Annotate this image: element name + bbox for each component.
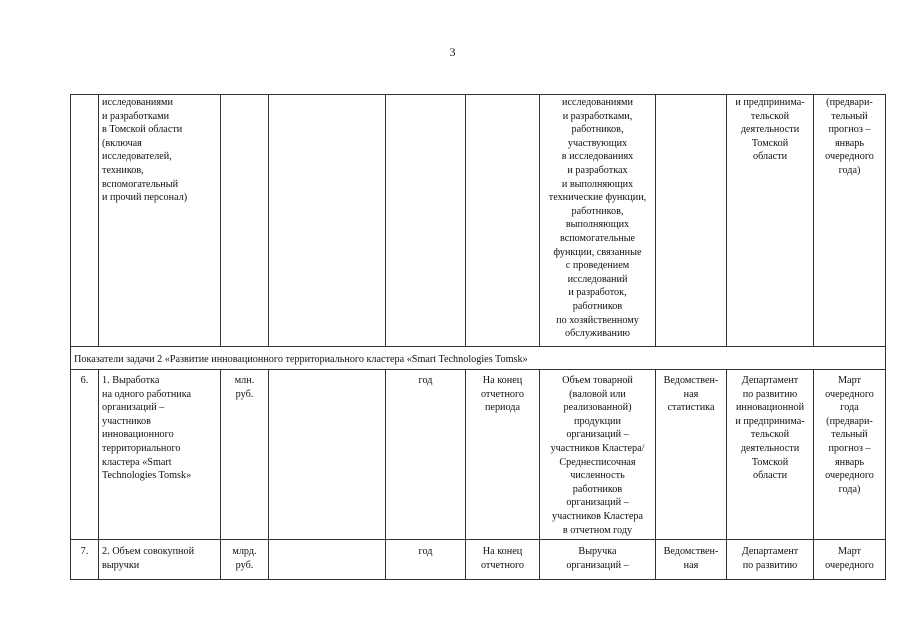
data-source-cell: Ведомствен- ная статистика xyxy=(656,370,727,540)
periodicity-cell: год xyxy=(386,540,466,580)
unit-cell: млн. руб. xyxy=(221,370,269,540)
indicator-name-cell: исследованиями и разработками в Томской области (включая исследователей, техников, вспомогательный и прочий персонал) xyxy=(99,95,221,347)
empty-cell xyxy=(269,95,386,347)
indicator-name-cell: 2. Объем совокупной выручки xyxy=(99,540,221,580)
calculation-method-cell: Объем товарной (валовой или реализованной) продукции организаций – участников Кластера/ Среднесписочная численность работников организаций – участников Кластера в отчетном году xyxy=(540,370,656,540)
data-source-cell: Ведомствен- ная xyxy=(656,540,727,580)
deadline-cell: (предвари- тельный прогноз – январь очередного года) xyxy=(814,95,886,347)
responsible-cell: Департамент по развитию xyxy=(727,540,814,580)
row-number-cell: 7. xyxy=(71,540,99,580)
row-number-cell: 6. xyxy=(71,370,99,540)
data-source-cell xyxy=(656,95,727,347)
calculation-method-cell: исследованиями и разработками, работников, участвующих в исследованиях и разработках и выполняющих технические функции, работников, выполняющих вспомогательные функции, связанные с проведением исследований и разработок, работников по хозяйственному обслуживанию xyxy=(540,95,656,347)
table-row-6 xyxy=(71,370,886,540)
table-row-7 xyxy=(71,540,886,580)
table-row-continuation xyxy=(71,95,886,347)
time-indicator-cell xyxy=(466,95,540,347)
calculation-method-cell: Выручка организаций – xyxy=(540,540,656,580)
unit-cell: млрд. руб. xyxy=(221,540,269,580)
table-row-section xyxy=(71,347,886,370)
deadline-cell: Март очередного xyxy=(814,540,886,580)
indicator-name-cell: 1. Выработка на одного работника организаций – участников инновационного территориального кластера «Smart Technologies Tomsk» xyxy=(99,370,221,540)
periodicity-cell xyxy=(386,95,466,347)
row-number-cell xyxy=(71,95,99,347)
empty-cell xyxy=(269,540,386,580)
deadline-cell: Март очередного года (предвари- тельный прогноз – январь очередного года) xyxy=(814,370,886,540)
empty-cell xyxy=(269,370,386,540)
indicators-table xyxy=(70,94,886,580)
unit-cell xyxy=(221,95,269,347)
page-number: 3 xyxy=(449,45,456,59)
responsible-cell: Департамент по развитию инновационной и предпринима- тельской деятельности Томской области xyxy=(727,370,814,540)
responsible-cell: и предпринима- тельской деятельности Томской области xyxy=(727,95,814,347)
time-indicator-cell: На конец отчетного xyxy=(466,540,540,580)
time-indicator-cell: На конец отчетного периода xyxy=(466,370,540,540)
section-title: Показатели задачи 2 «Развитие инновационного территориального кластера «Smart Technologies Tomsk» xyxy=(71,347,886,370)
periodicity-cell: год xyxy=(386,370,466,540)
